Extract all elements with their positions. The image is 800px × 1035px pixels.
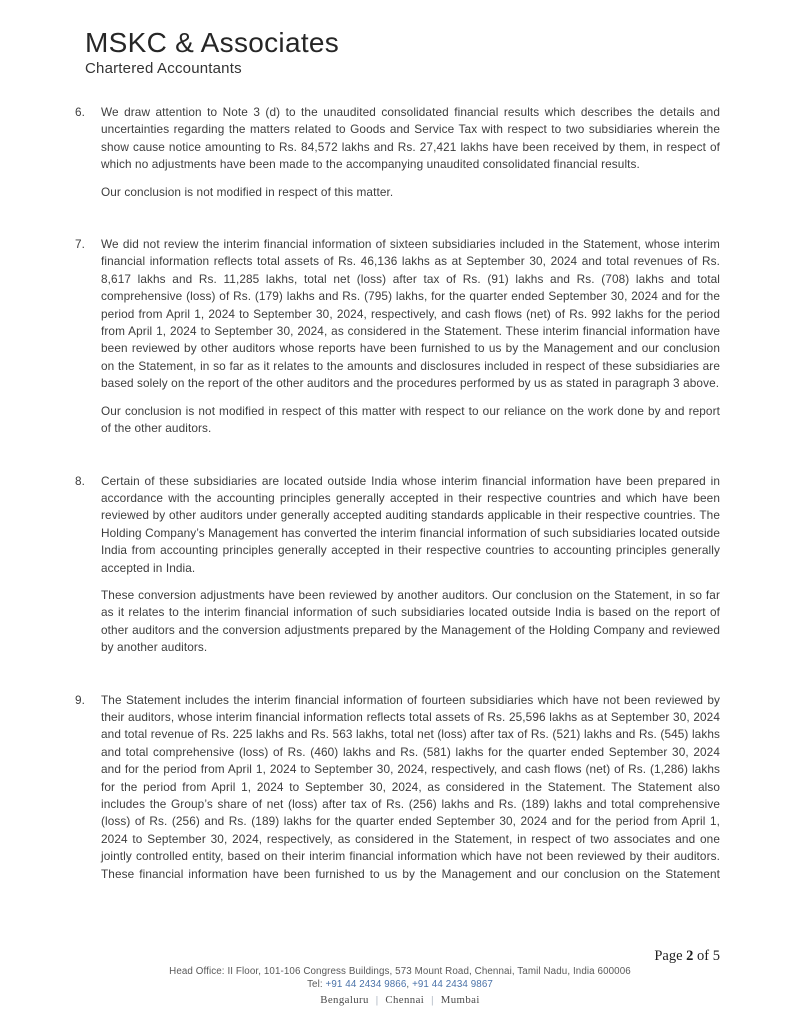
item-paragraph: These conversion adjustments have been reviewed by another auditors. Our conclusion on the Statement, in so far as it relates to the interim financial information of such subsidiaries located outside India is based on the report of other auditors and the conversion adjustments prepared by the Management of the Holding Company and reviewed by another auditors. xyxy=(101,587,720,655)
item-paragraph: Our conclusion is not modified in respect of this matter with respect to our reliance on the work done by and report of the other auditors. xyxy=(101,403,720,436)
item-number: 9. xyxy=(75,692,86,707)
letterhead xyxy=(0,0,800,78)
page-number-suffix: of 5 xyxy=(693,948,720,964)
city-bengaluru: Bengaluru xyxy=(320,994,369,1006)
item-body xyxy=(101,104,720,201)
item-number: 6. xyxy=(75,105,86,119)
item-paragraph: The Statement includes the interim financial information of fourteen subsidiaries which have not been reviewed by their auditors, whose interim financial information reflects total assets of Rs. 25,596 lakhs as at September 30, 2024 and total revenue of Rs. 225 lakhs and Rs. 563 lakhs, total net (loss) after tax of Rs. (521) lakhs and Rs. (545) lakhs and total comprehensive (loss) of Rs. (460) lakhs and Rs. (581) lakhs for the quarter ended September 30, 2024 and for the period from April 1, 2024 to September 30, 2024, respectively, and cash flows (net) of Rs. (1,286) lakhs for the period from April 1, 2024 to September 30, 2024, as considered in the Statement. The Statement also includes the Group’s share of net (loss) after tax of Rs. (256) lakhs and Rs. (189) lakhs and total comprehensive (loss) of Rs. (256) and Rs. (189) lakhs for the quarter ended September 30, 2024 and for the period from April 1, 2024 to September 30, 2024, respectively, as considered in the Statement, in respect of two associates and one jointly controlled entity, based on their interim financial information which have not been reviewed by their auditors. These financial information have been furnished to us by the Management and our conclusion on the Statement xyxy=(101,692,720,881)
page-number-value: 2 xyxy=(686,948,694,964)
item-number: 7. xyxy=(75,237,86,252)
report-body xyxy=(75,104,720,883)
tel-number-2: +91 44 2434 9867 xyxy=(412,978,493,990)
item-body xyxy=(101,473,720,657)
item-body xyxy=(101,692,720,883)
item-paragraph: Our conclusion is not modified in respect of this matter. xyxy=(101,184,394,199)
tel-label: Tel: xyxy=(307,978,326,990)
page-number xyxy=(654,948,720,965)
footer-telephone xyxy=(0,979,800,992)
numbered-item-6 xyxy=(75,104,720,201)
city-chennai: Chennai xyxy=(385,994,425,1006)
city-mumbai: Mumbai xyxy=(440,994,480,1006)
city-separator: | xyxy=(375,994,379,1006)
item-number: 8. xyxy=(75,473,86,488)
item-paragraph: Certain of these subsidiaries are located outside India whose interim financial information have been prepared in accordance with the accounting principles generally accepted in their respective countries and which have been reviewed by other auditors under generally accepted auditing standards applicable in their respective countries. The Holding Company’s Management has converted the interim financial information of such subsidiaries located outside India from accounting principles generally accepted in their respective countries to accounting principles generally accepted in India. xyxy=(101,473,720,575)
footer xyxy=(0,966,800,1006)
numbered-item-8 xyxy=(75,473,720,657)
tel-separator: , xyxy=(406,978,413,990)
city-separator: | xyxy=(431,994,434,1006)
firm-name: MSKC & Associates xyxy=(85,27,340,58)
page-number-prefix: Page xyxy=(654,948,687,964)
footer-cities xyxy=(0,994,800,1006)
footer-address: Head Office: II Floor, 101-106 Congress Buildings, 573 Mount Road, Chennai, Tamil Nadu, India 600006 xyxy=(169,966,631,977)
firm-subtitle: Chartered Accountants xyxy=(85,60,242,77)
numbered-item-7 xyxy=(75,236,720,437)
item-paragraph: We draw attention to Note 3 (d) to the unaudited consolidated financial results which describes the details and uncertainties regarding the matters related to Goods and Service Tax with respect to two subsidiaries wherein the show cause notice amounting to Rs. 84,572 lakhs and Rs. 27,421 lakhs have been received by them, in respect of which no adjustments have been made to the accompanying unaudited consolidated financial results. xyxy=(101,105,720,172)
tel-number-1: +91 44 2434 9866 xyxy=(325,978,407,990)
numbered-item-9 xyxy=(75,692,720,883)
item-body xyxy=(101,236,720,437)
item-paragraph: We did not review the interim financial information of sixteen subsidiaries included in the Statement, whose interim financial information reflects total assets of Rs. 46,136 lakhs as at September 30, 2024 and total revenues of Rs. 8,617 lakhs and Rs. 11,285 lakhs, total net (loss) after tax of Rs. (91) lakhs and Rs. (708) lakhs and total comprehensive (loss) of Rs. (179) lakhs and Rs. (795) lakhs, for the quarter ended September 30, 2024 and for the period from April 1, 2024 to September 30, 2024, respectively, and cash flows (net) of Rs. 992 lakhs for the period from April 1, 2024 to September 30, 2024, as considered in the Statement. These interim financial information have been reviewed by other auditors whose reports have been furnished to us by the Management and our conclusion on the Statement, in so far as it relates to the amounts and disclosures included in respect of these subsidiaries are based solely on the report of the other auditors and the procedures performed by us as stated in paragraph 3 above. xyxy=(101,237,720,391)
